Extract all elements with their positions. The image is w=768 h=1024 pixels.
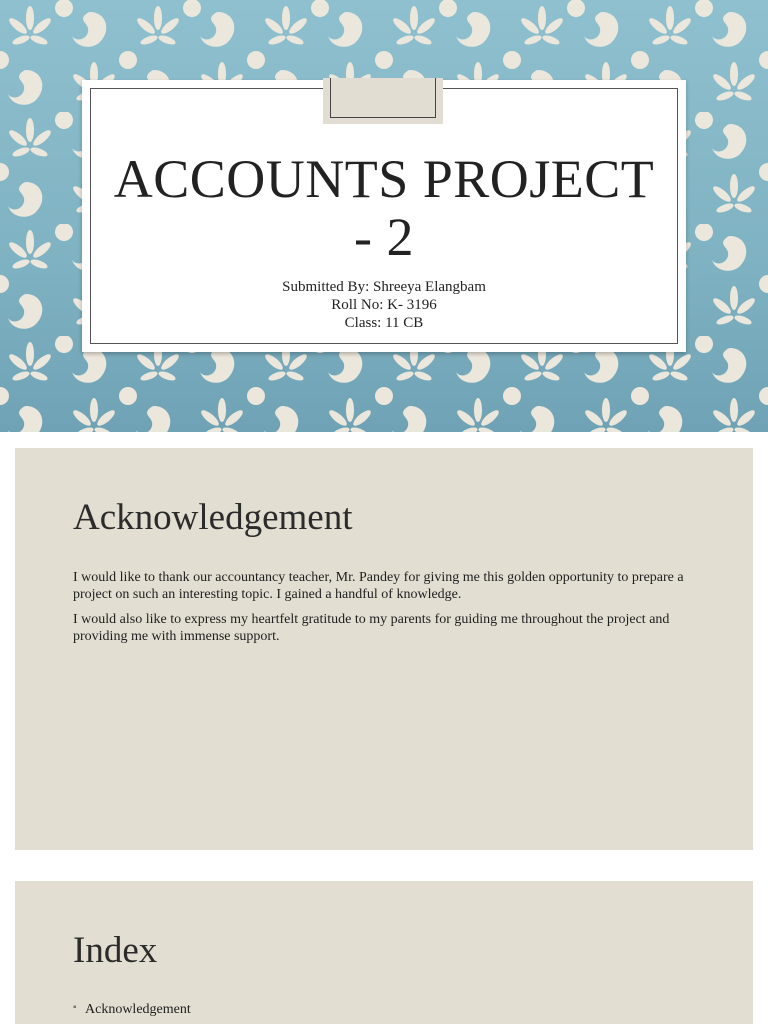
list-item — [73, 1002, 191, 1018]
index-slide — [15, 881, 753, 1024]
index-list — [73, 1002, 191, 1018]
paragraph: I would also like to express my heartfelt gratitude to my parents for guiding me throughout the project and providing me with immense support. — [73, 612, 670, 644]
card-tab — [323, 78, 443, 124]
roll-no: Roll No: K- 3196 — [331, 297, 437, 313]
title-line-1: ACCOUNTS PROJECT — [113, 149, 655, 209]
acknowledgement-slide — [15, 448, 753, 850]
title-slide — [0, 0, 768, 432]
presentation-title — [82, 150, 686, 266]
submitted-by: Submitted By: Shreeya Elangbam — [282, 279, 486, 295]
class-info: Class: 11 CB — [344, 315, 424, 331]
bullet-icon: ▪ — [73, 1002, 77, 1013]
paragraph: I would like to thank our accountancy teacher, Mr. Pandey for giving me this golden opportunity to prepare a project on such an interesting topic. I gained a handful of knowledge. — [73, 570, 684, 602]
list-item-label: Acknowledgement — [85, 1002, 191, 1017]
title-line-2: - 2 — [354, 207, 414, 267]
slide-body — [73, 569, 698, 653]
slide-heading: Acknowledgement — [73, 497, 353, 538]
slide-heading: Index — [73, 930, 158, 971]
subtitle-block — [82, 278, 686, 332]
title-card — [82, 80, 686, 352]
